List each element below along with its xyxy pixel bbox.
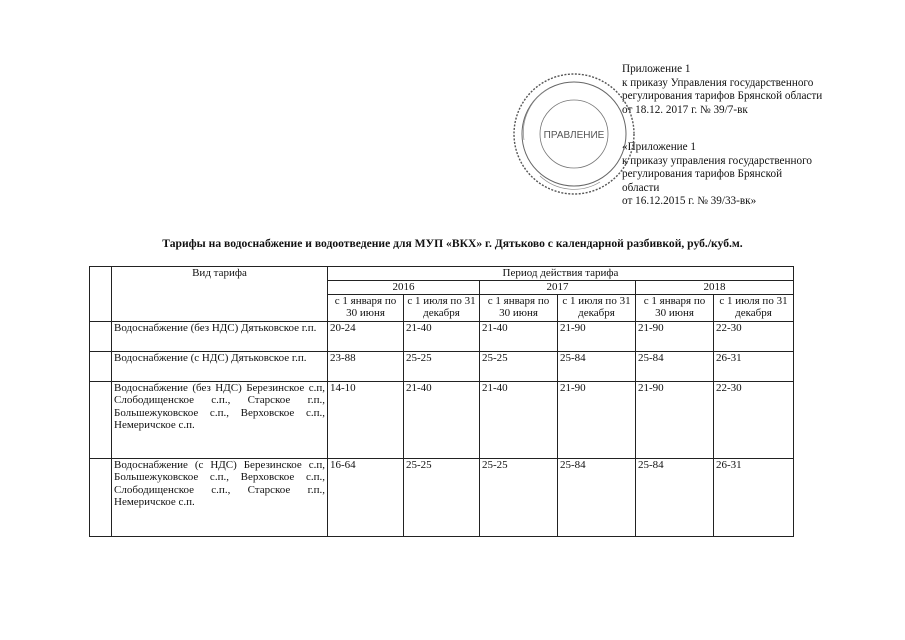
tariff-description: Водоснабжение (с НДС) Дятьковское г.п. [112,351,328,381]
tariff-description: Водоснабжение (без НДС) Березинское с.п, Слободищенское с.п., Старское г.п., Большежуковское с.п., Верховское с.п., Немеричское с.п. [112,381,328,458]
table-row [90,458,794,536]
official-stamp [510,70,638,198]
half-year-header: с 1 июля по 31 декабря [558,294,636,321]
tariff-value: 25-84 [636,351,714,381]
table-row [90,321,794,351]
tariff-value: 25-25 [404,351,480,381]
tariff-description: Водоснабжение (без НДС) Дятьковское г.п. [112,321,328,351]
row-number-cell [90,458,112,536]
half-year-header: с 1 января по 30 июня [328,294,404,321]
tariff-value: 23-88 [328,351,404,381]
tariff-description: Водоснабжение (с НДС) Березинское с.п, Большежуковское с.п., Верховское с.п., Слободищенское с.п., Старское г.п., Немеричское с.п. [112,458,328,536]
tariff-value: 26-31 [714,351,794,381]
tariff-value: 25-84 [558,351,636,381]
stamp-text: ПРАВЛЕНИЕ [543,130,605,141]
document-title: Тарифы на водоснабжение и водоотведение для МУП «ВКХ» г. Дятьково с календарной разбивкой, руб./куб.м. [162,237,743,250]
tariff-value: 21-40 [480,381,558,458]
tariff-value: 25-25 [404,458,480,536]
tariff-value: 25-84 [558,458,636,536]
half-year-header: с 1 июля по 31 декабря [714,294,794,321]
tariff-value: 26-31 [714,458,794,536]
tariff-value: 25-25 [480,458,558,536]
tariff-value: 21-40 [480,321,558,351]
tariff-value: 21-40 [404,321,480,351]
tariff-value: 21-40 [404,381,480,458]
tariff-value: 20-24 [328,321,404,351]
tariff-value: 22-30 [714,381,794,458]
period-header: Период действия тарифа [328,267,794,281]
row-number-cell [90,321,112,351]
row-number-cell [90,351,112,381]
year-header: 2016 [328,281,480,295]
tariff-value: 21-90 [558,381,636,458]
tariff-value: 14-10 [328,381,404,458]
row-number-header [90,267,112,322]
half-year-header: с 1 января по 30 июня [480,294,558,321]
table-row [90,381,794,458]
year-header: 2018 [636,281,794,295]
tariff-value: 21-90 [558,321,636,351]
table-row [90,351,794,381]
appendix-header-current: Приложение 1 к приказу Управления государственного регулирования тарифов Брянской области от 18.12. 2017 г. № 39/7-вк [622,63,823,116]
row-number-cell [90,381,112,458]
tariff-value: 21-90 [636,381,714,458]
tariff-type-header: Вид тарифа [112,267,328,322]
tariff-value: 22-30 [714,321,794,351]
half-year-header: с 1 января по 30 июня [636,294,714,321]
tariff-table [89,266,794,537]
year-header: 2017 [480,281,636,295]
appendix-header-previous: «Приложение 1 к приказу управления государственного регулирования тарифов Брянской области от 16.12.2015 г. № 39/33-вк» [622,141,812,208]
tariff-value: 25-25 [480,351,558,381]
tariff-value: 21-90 [636,321,714,351]
tariff-value: 16-64 [328,458,404,536]
tariff-value: 25-84 [636,458,714,536]
half-year-header: с 1 июля по 31 декабря [404,294,480,321]
